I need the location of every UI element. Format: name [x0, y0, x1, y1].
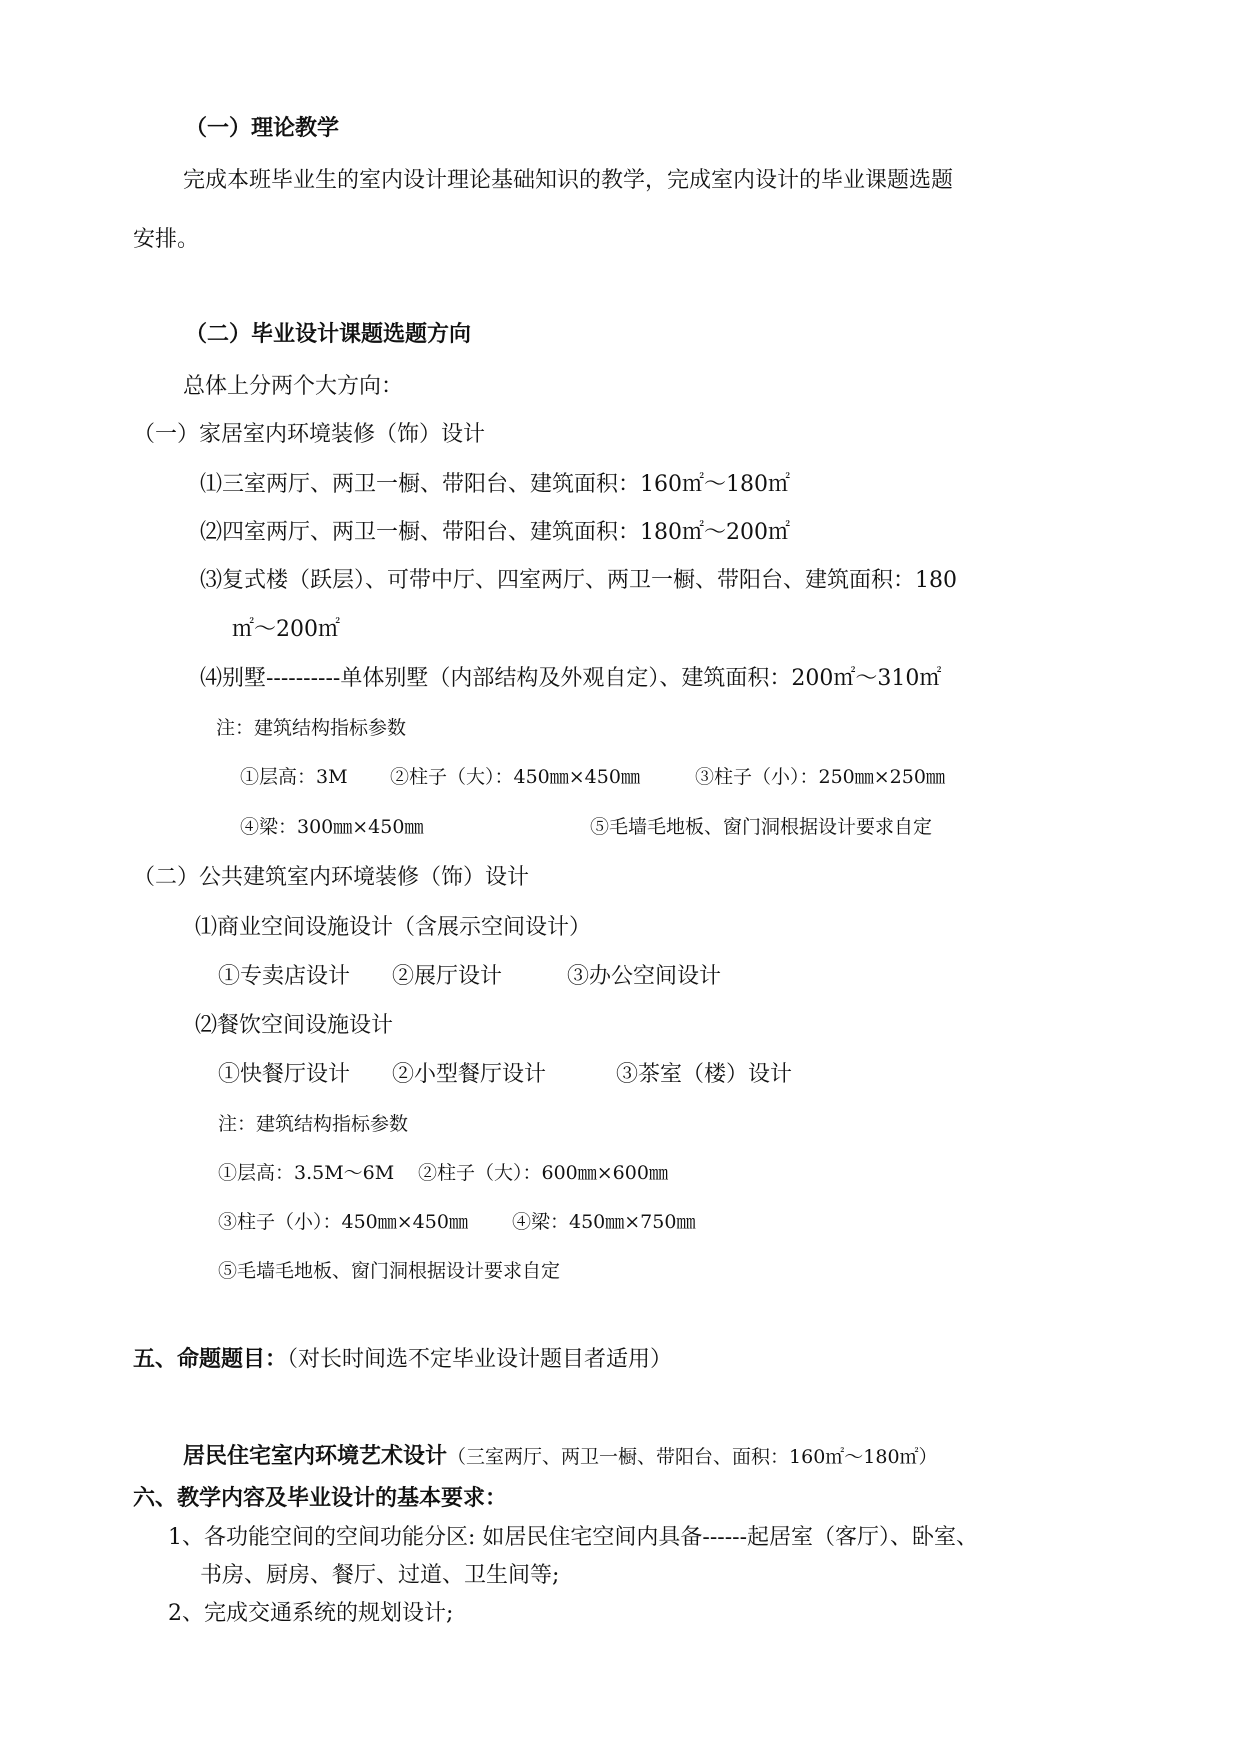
section-heading-topics: （二）毕业设计课题选题方向	[185, 322, 472, 347]
direction-2-param-4: ④梁：450㎜×750㎜	[512, 1211, 696, 1233]
requirement-1-line2: 书房、厨房、餐厅、过道、卫生间等;	[200, 1563, 560, 1588]
direction-1-param-2: ②柱子（大）：450㎜×450㎜	[390, 766, 640, 788]
theory-paragraph-line2: 安排。	[133, 227, 200, 252]
direction-2-sub-1-item-3: ③办公空间设计	[567, 964, 722, 989]
direction-2-param-5: ⑤毛墙毛地板、窗门洞根据设计要求自定	[218, 1260, 561, 1282]
section-6-heading: 六、教学内容及毕业设计的基本要求：	[133, 1486, 508, 1511]
direction-2-param-1: ①层高：3.5M～6M	[218, 1162, 395, 1184]
direction-1-title: （一）家居室内环境装修（饰）设计	[133, 422, 486, 447]
direction-1-param-5: ⑤毛墙毛地板、窗门洞根据设计要求自定	[590, 816, 933, 838]
topic-line	[183, 1446, 938, 1468]
direction-2-sub-2-item-3: ③茶室（楼）设计	[616, 1062, 793, 1087]
section-5-line	[133, 1349, 672, 1371]
direction-2-sub-1-item-1: ①专卖店设计	[218, 964, 351, 989]
direction-1-item-3-cont: ㎡～200㎡	[232, 617, 340, 642]
direction-1-item-3: ⑶复式楼（跃层）、可带中厅、四室两厅、两卫一橱、带阳台、建筑面积：180	[200, 568, 957, 593]
direction-1-param-3: ③柱子（小）：250㎜×250㎜	[695, 766, 945, 788]
direction-1-item-4: ⑷别墅----------单体别墅（内部结构及外观自定）、建筑面积：200㎡～310㎡	[200, 666, 942, 691]
direction-1-item-2: ⑵四室两厅、两卫一橱、带阳台、建筑面积：180㎡～200㎡	[200, 520, 790, 545]
direction-2-param-3: ③柱子（小）：450㎜×450㎜	[218, 1211, 468, 1233]
topics-intro: 总体上分两个大方向：	[183, 374, 404, 399]
requirement-2: 2、完成交通系统的规划设计;	[168, 1601, 454, 1626]
direction-2-param-2: ②柱子（大）：600㎜×600㎜	[418, 1162, 668, 1184]
direction-2-title: （二）公共建筑室内环境装修（饰）设计	[133, 865, 530, 890]
direction-2-sub-2: ⑵餐饮空间设施设计	[195, 1013, 394, 1038]
section-5-heading: 五、命题题目：	[133, 1347, 288, 1372]
direction-2-sub-1: ⑴商业空间设施设计（含展示空间设计）	[195, 915, 592, 940]
section-5-note: （对长时间选不定毕业设计题目者适用）	[287, 1347, 673, 1372]
requirement-1-line1: 1、各功能空间的空间功能分区: 如居民住宅空间内具备------起居室（客厅）、卧室、	[168, 1525, 979, 1550]
theory-paragraph-line1: 完成本班毕业生的室内设计理论基础知识的教学，完成室内设计的毕业课题选题	[183, 168, 954, 193]
section-heading-theory: （一）理论教学	[185, 116, 340, 141]
direction-1-item-1: ⑴三室两厅、两卫一橱、带阳台、建筑面积：160㎡～180㎡	[200, 472, 790, 497]
direction-2-sub-1-item-2: ②展厅设计	[392, 964, 503, 989]
direction-1-note: 注：建筑结构指标参数	[216, 717, 407, 739]
direction-1-param-4: ④梁：300㎜×450㎜	[240, 816, 424, 838]
topic-detail: （三室两厅、两卫一橱、带阳台、面积：160㎡～180㎡）	[447, 1446, 938, 1468]
direction-1-param-1: ①层高：3M	[240, 766, 348, 788]
direction-2-note: 注：建筑结构指标参数	[218, 1113, 409, 1135]
direction-2-sub-2-item-2: ②小型餐厅设计	[392, 1062, 547, 1087]
topic-title: 居民住宅室内环境艺术设计	[183, 1444, 448, 1469]
direction-2-sub-2-item-1: ①快餐厅设计	[218, 1062, 351, 1087]
